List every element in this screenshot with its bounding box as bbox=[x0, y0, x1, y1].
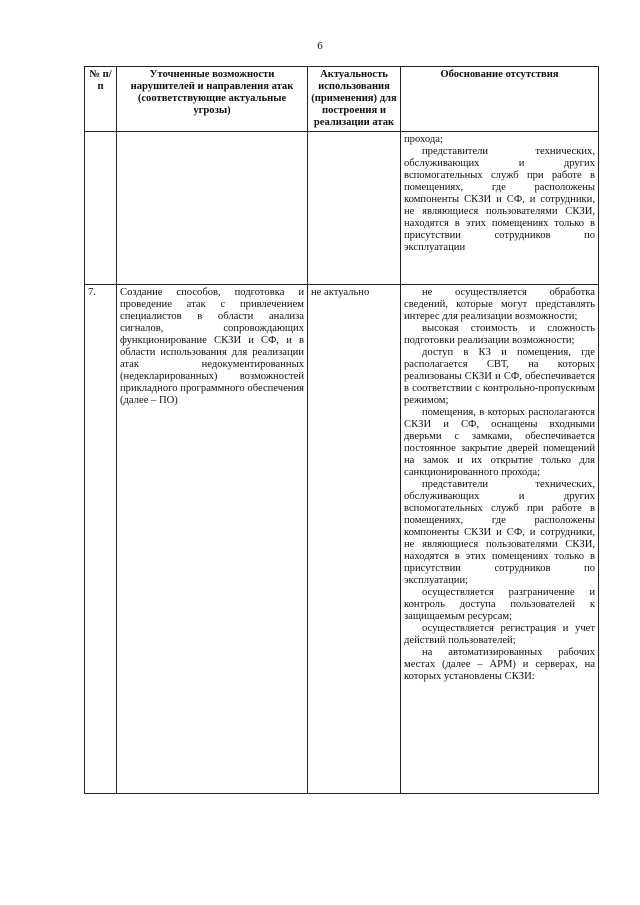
justification-item: осуществляется регистрация и учет действий пользователей; bbox=[404, 623, 595, 646]
justification-item: помещения, в которых располагаются СКЗИ и СФ, оснащены входными дверьми с замками, обеспечивается постоянное закрытие дверей помещений на замок и их открытие только для санкционированного прохода; bbox=[404, 407, 595, 478]
relevance-text: не актуально bbox=[311, 287, 370, 298]
table-row bbox=[85, 285, 599, 794]
page-number: 6 bbox=[317, 40, 323, 52]
threat-table bbox=[84, 66, 599, 794]
justification-item: доступ в КЗ и помещения, где располагается СВТ, на которых реализованы СКЗИ и СФ, обеспечивается в соответствии с контрольно-пропускным режимом; bbox=[404, 347, 595, 406]
table-header-row bbox=[85, 67, 599, 132]
cell-capability-empty bbox=[117, 132, 308, 285]
header-number: № п/п bbox=[85, 67, 117, 132]
cell-justification bbox=[401, 285, 599, 794]
justification-item: на автоматизированных рабочих местах (далее – АРМ) и серверах, на которых установлены СКЗИ: bbox=[404, 647, 595, 682]
justification-item: высокая стоимость и сложность подготовки реализации возможности; bbox=[404, 323, 595, 346]
table-row-continuation bbox=[85, 132, 599, 285]
header-relevance: Актуальность использования (применения) для построения и реализации атак bbox=[308, 67, 401, 132]
cell-relevance-empty bbox=[308, 132, 401, 285]
justification-item: не осуществляется обработка сведений, которые могут представлять интерес для реализации возможности; bbox=[404, 287, 595, 322]
cell-number bbox=[85, 285, 117, 794]
header-capabilities: Уточненные возможности нарушителей и направления атак (соответствующие актуальные угрозы) bbox=[117, 67, 308, 132]
cell-number-empty bbox=[85, 132, 117, 285]
capability-text: Создание способов, подготовка и проведение атак с привлечением специалистов в области анализа сигналов, сопровождающих функционирование СКЗИ и СФ, и в области использования для реализации атак недокументированных (недекларированных) возможностей прикладного программного обеспечения (далее – ПО) bbox=[120, 287, 304, 406]
header-justification: Обоснование отсутствия bbox=[401, 67, 599, 132]
cell-justification bbox=[401, 132, 599, 285]
justification-item: осуществляется разграничение и контроль доступа пользователей к защищаемым ресурсам; bbox=[404, 587, 595, 622]
cell-relevance bbox=[308, 285, 401, 794]
row-number: 7. bbox=[88, 287, 96, 298]
justification-item: прохода; bbox=[404, 134, 443, 145]
justification-item: представители технических, обслуживающих и других вспомогательных служб при работе в помещениях, где расположены компоненты СКЗИ и СФ, и сотрудники, не являющиеся пользователями СКЗИ, находятся в этих помещениях только в присутствии сотрудников по эксплуатации bbox=[404, 146, 595, 253]
cell-capability bbox=[117, 285, 308, 794]
justification-item: представители технических, обслуживающих и других вспомогательных служб при работе в помещениях, где расположены компоненты СКЗИ и СФ, и сотрудники, не являющиеся пользователями СКЗИ, находятся в этих помещениях только в присутствии сотрудников по эксплуатации; bbox=[404, 479, 595, 586]
